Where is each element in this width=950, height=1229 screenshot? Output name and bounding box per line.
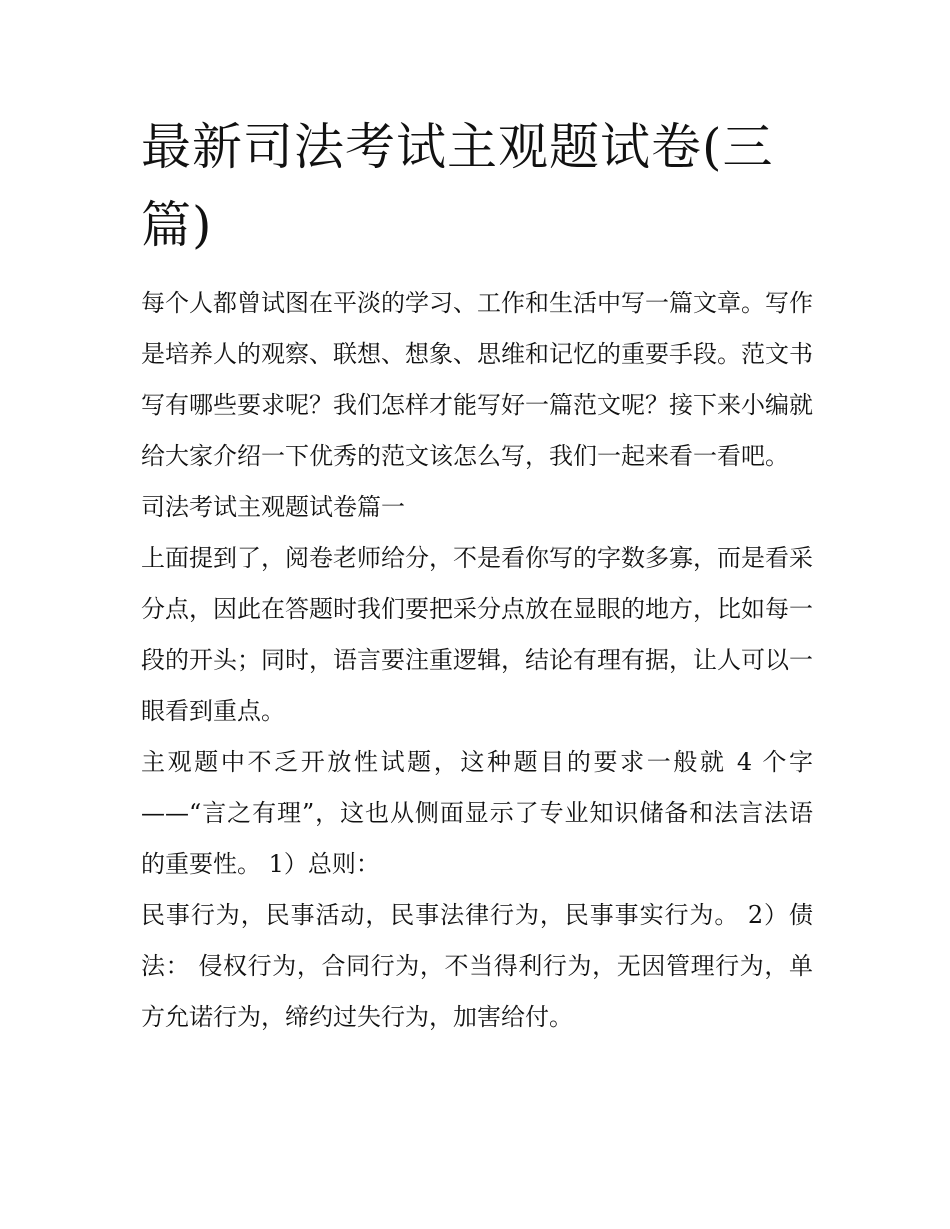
document-body	[141, 278, 813, 1043]
document-content	[141, 108, 813, 1043]
body-paragraph: 民事行为，民事活动，民事法律行为，民事事实行为。 2）债法： 侵权行为，合同行为，不当得利行为，无因管理行为，单方允诺行为，缔约过失行为，加害给付。	[141, 901, 813, 1031]
section-heading: 司法考试主观题试卷篇一	[141, 493, 405, 521]
document-title: 最新司法考试主观题试卷(三篇)	[141, 118, 774, 254]
body-paragraph: 主观题中不乏开放性试题，这种题目的要求一般就 4 个字——“言之有理”，这也从侧面显示了专业知识储备和法言法语的重要性。 1）总则：	[141, 748, 813, 878]
intro-paragraph: 每个人都曾试图在平淡的学习、工作和生活中写一篇文章。写作是培养人的观察、联想、想象、思维和记忆的重要手段。范文书写有哪些要求呢？我们怎样才能写好一篇范文呢？接下来小编就给大家介绍一下优秀的范文该怎么写，我们一起来看一看吧。	[141, 289, 813, 470]
body-paragraph: 上面提到了，阅卷老师给分，不是看你写的字数多寡，而是看采分点，因此在答题时我们要把采分点放在显眼的地方，比如每一段的开头；同时，语言要注重逻辑，结论有理有据，让人可以一眼看到重点。	[141, 544, 813, 725]
